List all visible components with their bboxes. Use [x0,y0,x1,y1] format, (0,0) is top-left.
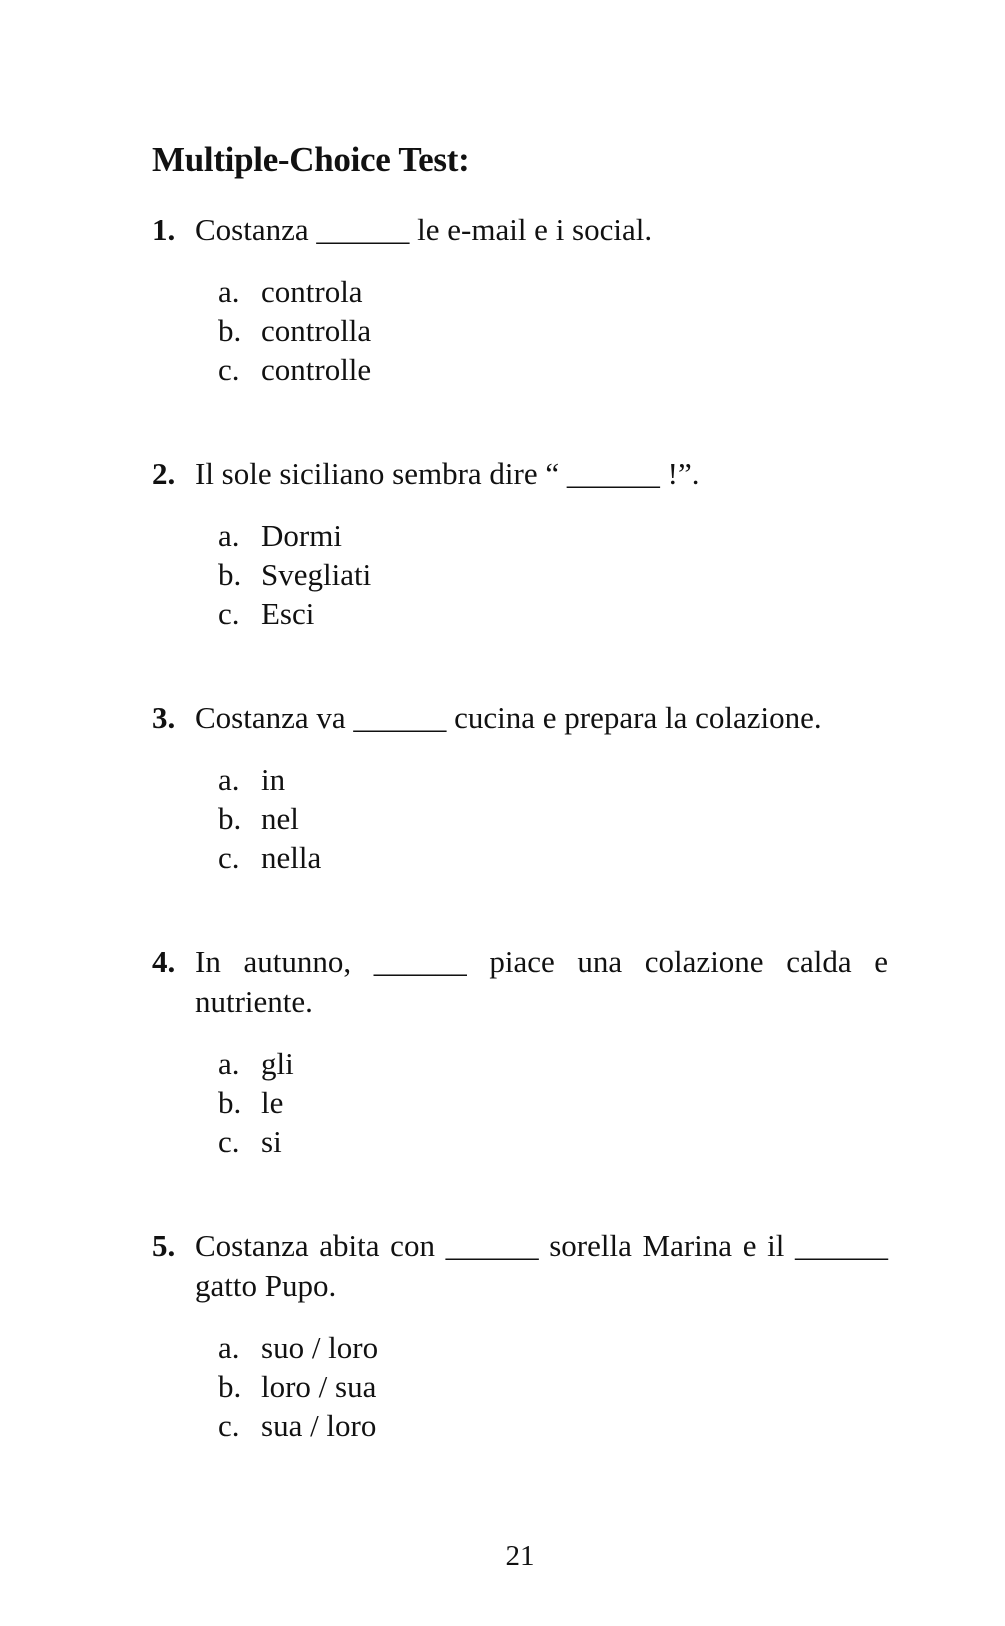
option-text: le [261,1085,284,1120]
option-list [218,272,888,389]
option-letter: a. [218,1046,240,1081]
question-line [152,1226,888,1306]
option-b [218,555,888,594]
option-text: in [261,762,286,797]
option-text: nel [261,801,299,836]
question-5 [152,1226,888,1445]
question-line [152,454,888,494]
option-text: sua / loro [261,1408,377,1443]
option-c [218,1406,888,1445]
option-c [218,838,888,877]
option-text: controlle [261,352,372,387]
option-letter: c. [218,596,240,631]
question-text: Il sole siciliano sembra dire “ ______ !”. [195,456,700,491]
option-a [218,1044,888,1083]
question-line [152,698,888,738]
option-a [218,272,888,311]
option-text: Dormi [261,518,342,553]
option-list [218,1328,888,1445]
option-b [218,311,888,350]
option-a [218,760,888,799]
option-letter: c. [218,352,240,387]
option-letter: c. [218,1408,240,1443]
option-text: Esci [261,596,315,631]
option-list [218,1044,888,1161]
question-number: 3. [152,700,176,735]
question-number: 1. [152,212,176,247]
option-text: suo / loro [261,1330,379,1365]
option-text: loro / sua [261,1369,377,1404]
option-letter: a. [218,518,240,553]
question-line [152,942,888,1022]
option-text: si [261,1124,282,1159]
option-letter: a. [218,1330,240,1365]
option-b [218,1083,888,1122]
question-text: In autunno, ______ piace una colazione calda e nutriente. [195,944,888,1019]
question-number: 4. [152,944,176,979]
question-4 [152,942,888,1161]
option-text: nella [261,840,322,875]
option-letter: b. [218,1369,242,1404]
option-a [218,1328,888,1367]
option-letter: a. [218,762,240,797]
option-text: controlla [261,313,372,348]
question-number: 2. [152,456,176,491]
question-line [152,210,888,250]
option-letter: b. [218,313,242,348]
option-a [218,516,888,555]
option-letter: a. [218,274,240,309]
page-title: Multiple-Choice Test: [152,140,470,179]
option-b [218,799,888,838]
option-letter: b. [218,1085,242,1120]
question-text: Costanza ______ le e-mail e i social. [195,212,653,247]
option-text: gli [261,1046,294,1081]
option-letter: c. [218,1124,240,1159]
option-c [218,594,888,633]
question-3 [152,698,888,877]
option-c [218,350,888,389]
option-list [218,516,888,633]
question-number: 5. [152,1228,176,1263]
option-list [218,760,888,877]
question-text: Costanza va ______ cucina e prepara la colazione. [195,700,822,735]
question-1 [152,210,888,389]
option-text: controla [261,274,363,309]
option-letter: b. [218,801,242,836]
option-text: Svegliati [261,557,372,592]
question-2 [152,454,888,633]
option-b [218,1367,888,1406]
option-letter: c. [218,840,240,875]
page-number: 21 [505,1540,535,1572]
option-c [218,1122,888,1161]
option-letter: b. [218,557,242,592]
question-text: Costanza abita con ______ sorella Marina e il ______ gatto Pupo. [195,1228,888,1303]
